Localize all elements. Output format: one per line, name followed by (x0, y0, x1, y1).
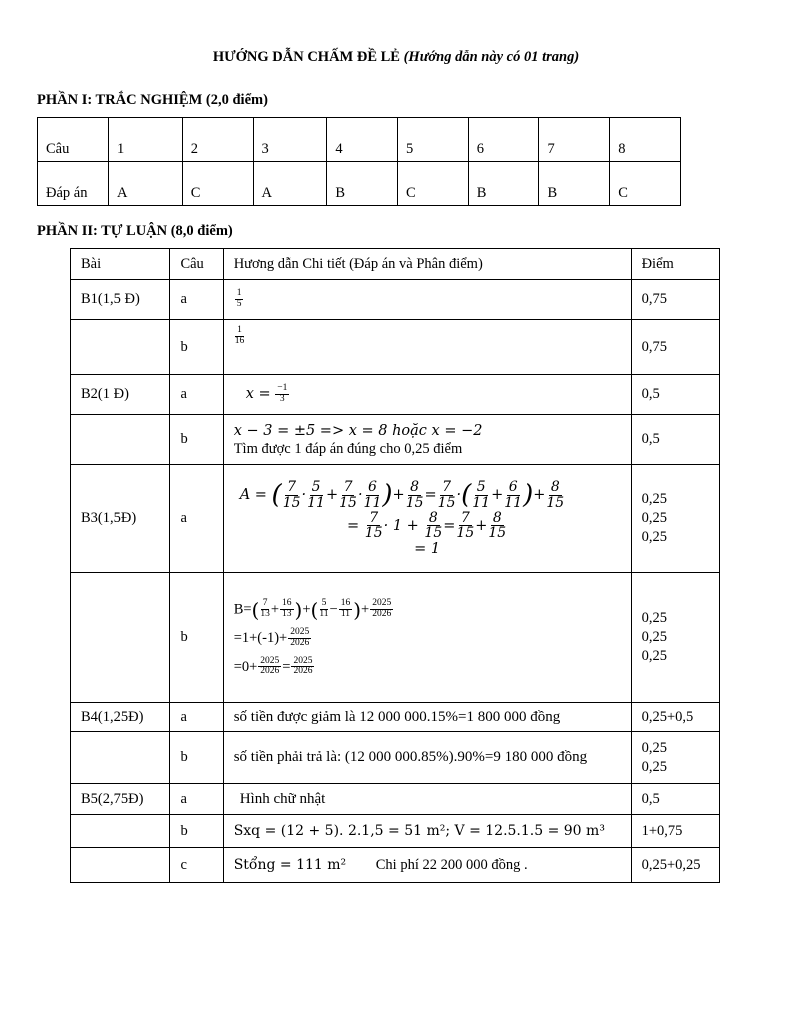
score-cell (631, 573, 719, 703)
guide-cell (223, 320, 631, 375)
answer-cell: B (327, 162, 398, 206)
score-cell: 0,75 (631, 280, 719, 320)
bai-cell (71, 415, 170, 465)
denominator: 3 (279, 394, 285, 404)
guide-cell (223, 375, 631, 415)
guide-cell: số tiền được giảm là 12 000 000.15%=1 800 000 đồng (223, 703, 631, 732)
numerator: 1 (237, 325, 242, 335)
guide-cell: Sxq = (12 + 5). 2.1,5 = 51 m²; V = 12.5.1.5 = 90 m³ (223, 815, 631, 848)
equation-line: = $\frac{7}{15}$ · 1 + $\frac{8}{15}$ = $\frac{7}{15}$ + $\frac{8}{15}$ (347, 509, 507, 542)
title-main: HƯỚNG DẪN CHẤM ĐỀ LẺ (212, 49, 400, 65)
cau-cell: a (170, 703, 223, 732)
row-label: Câu (38, 118, 109, 162)
score-line: 0,25 (641, 491, 667, 507)
cost-text: Chi phí 22 200 000 đồng . (375, 856, 528, 873)
bai-cell (71, 815, 170, 848)
guide-cell: số tiền phải trả là: (12 000 000.85%).90%=9 180 000 đồng (223, 732, 631, 784)
question-cell: 7 (539, 118, 610, 162)
fraction (275, 384, 289, 405)
score-line: 0,25 (641, 758, 667, 775)
guide-cell (223, 465, 631, 573)
header-diem: Điểm (631, 249, 719, 280)
equation-line: x − 3 = ±5 => x = 8 hoặc x = −2 (233, 422, 483, 439)
cau-cell: c (170, 848, 223, 883)
answer-cell: B (468, 162, 539, 206)
header-guide: Hương dẫn Chi tiết (Đáp án và Phân điểm) (223, 249, 631, 280)
guide-cell (223, 848, 631, 883)
cau-cell: b (170, 320, 223, 375)
score-cell: 0,25+0,25 (631, 848, 719, 883)
score-cell (631, 732, 719, 784)
table-row (71, 465, 720, 573)
table-row (38, 162, 681, 206)
cau-cell: a (170, 465, 223, 573)
expression-lhs: x = (245, 385, 271, 402)
bai-cell: B3(1,5Đ) (71, 465, 170, 573)
table-row (71, 320, 720, 375)
score-cell: 0,5 (631, 375, 719, 415)
score-line: 0,25 (641, 629, 667, 645)
bai-cell (71, 732, 170, 784)
equation-line: B=( $\frac{7}{13}$ + $\frac{16}{13}$ )+( $\frac{5}{11}$ − $\frac{16}{11}$ )+ $\frac{2025}{2026}$ (233, 597, 392, 622)
question-cell: 4 (327, 118, 398, 162)
table-row (71, 573, 720, 703)
score-cell: 0,75 (631, 320, 719, 375)
numerator: 1 (236, 288, 242, 299)
bai-cell: B2(1 Đ) (71, 375, 170, 415)
denominator: 5 (236, 299, 242, 309)
table-row (71, 375, 720, 415)
multiple-choice-table (37, 117, 681, 206)
score-line: 0,25 (641, 739, 667, 756)
table-row (71, 703, 720, 732)
row-label: Đáp án (38, 162, 109, 206)
score-line: 0,25 (641, 648, 667, 664)
guide-cell (223, 573, 631, 703)
table-row (71, 815, 720, 848)
answer-cell: C (182, 162, 253, 206)
score-line: 0,25 (641, 610, 667, 626)
cau-cell: a (170, 784, 223, 815)
table-header-row (71, 249, 720, 280)
cau-cell: b (170, 815, 223, 848)
equation-line: =1+(-1)+ $\frac{2025}{2026}$ (233, 626, 310, 648)
table-row (71, 415, 720, 465)
table-row (71, 732, 720, 784)
bai-cell: B4(1,25Đ) (71, 703, 170, 732)
answer-cell: A (253, 162, 327, 206)
guide-cell (223, 415, 631, 465)
cau-cell: a (170, 375, 223, 415)
score-cell: 0,5 (631, 784, 719, 815)
numerator: −1 (277, 383, 288, 394)
bai-cell (71, 573, 170, 703)
guide-cell: Hình chữ nhật (223, 784, 631, 815)
document-title (0, 49, 792, 66)
score-line: 0,25 (641, 510, 667, 526)
bai-cell (71, 320, 170, 375)
score-cell: 0,25+0,5 (631, 703, 719, 732)
denominator: 16 (234, 335, 245, 346)
table-row (71, 280, 720, 320)
question-cell: 8 (610, 118, 681, 162)
score-cell: 1+0,75 (631, 815, 719, 848)
title-note: (Hướng dẫn này có 01 trang) (403, 49, 580, 65)
answer-cell: C (610, 162, 681, 206)
question-cell: 5 (398, 118, 469, 162)
question-cell: 2 (182, 118, 253, 162)
question-cell: 3 (253, 118, 327, 162)
answer-cell: B (539, 162, 610, 206)
part1-heading: PHẦN I: TRẮC NGHIỆM (2,0 điểm) (37, 92, 268, 108)
cau-cell: b (170, 732, 223, 784)
table-row (71, 848, 720, 883)
fraction (235, 289, 244, 310)
guide-cell (223, 280, 631, 320)
equation-line: =0+ $\frac{2025}{2026}$ = $\frac{2025}{2026}$ (233, 655, 313, 677)
header-cau: Câu (170, 249, 223, 280)
cau-cell: b (170, 415, 223, 465)
bai-cell: B1(1,5 Đ) (71, 280, 170, 320)
score-line: 0,25 (641, 529, 667, 545)
part2-heading: PHẦN II: TỰ LUẬN (8,0 điểm) (37, 223, 233, 239)
area-expression: Stổng = 111 m² (233, 856, 347, 873)
equation-line: = 1 (414, 540, 441, 557)
essay-grading-table (70, 248, 720, 883)
answer-cell: A (109, 162, 183, 206)
note-line: Tìm được 1 đáp án đúng cho 0,25 điểm (233, 440, 463, 457)
table-row (71, 784, 720, 815)
cau-cell: b (170, 573, 223, 703)
question-cell: 1 (109, 118, 183, 162)
fraction (235, 326, 245, 347)
cau-cell: a (170, 280, 223, 320)
bai-cell: B5(2,75Đ) (71, 784, 170, 815)
question-cell: 6 (468, 118, 539, 162)
header-bai: Bài (71, 249, 170, 280)
equation-line: A = ( $\frac{7}{15}$ · $\frac{5}{11}$ + $\frac{7}{15}$ · $\frac{6}{11}$ )+ $\frac{8}{15}$ = $\frac{7}{15}$ ·( $\frac{5}{11}$ + $\frac{6}{11}$ )+ $\frac{8}{15}$ (239, 479, 565, 511)
score-cell (631, 465, 719, 573)
table-row (38, 118, 681, 162)
bai-cell (71, 848, 170, 883)
answer-cell: C (398, 162, 469, 206)
score-cell: 0,5 (631, 415, 719, 465)
